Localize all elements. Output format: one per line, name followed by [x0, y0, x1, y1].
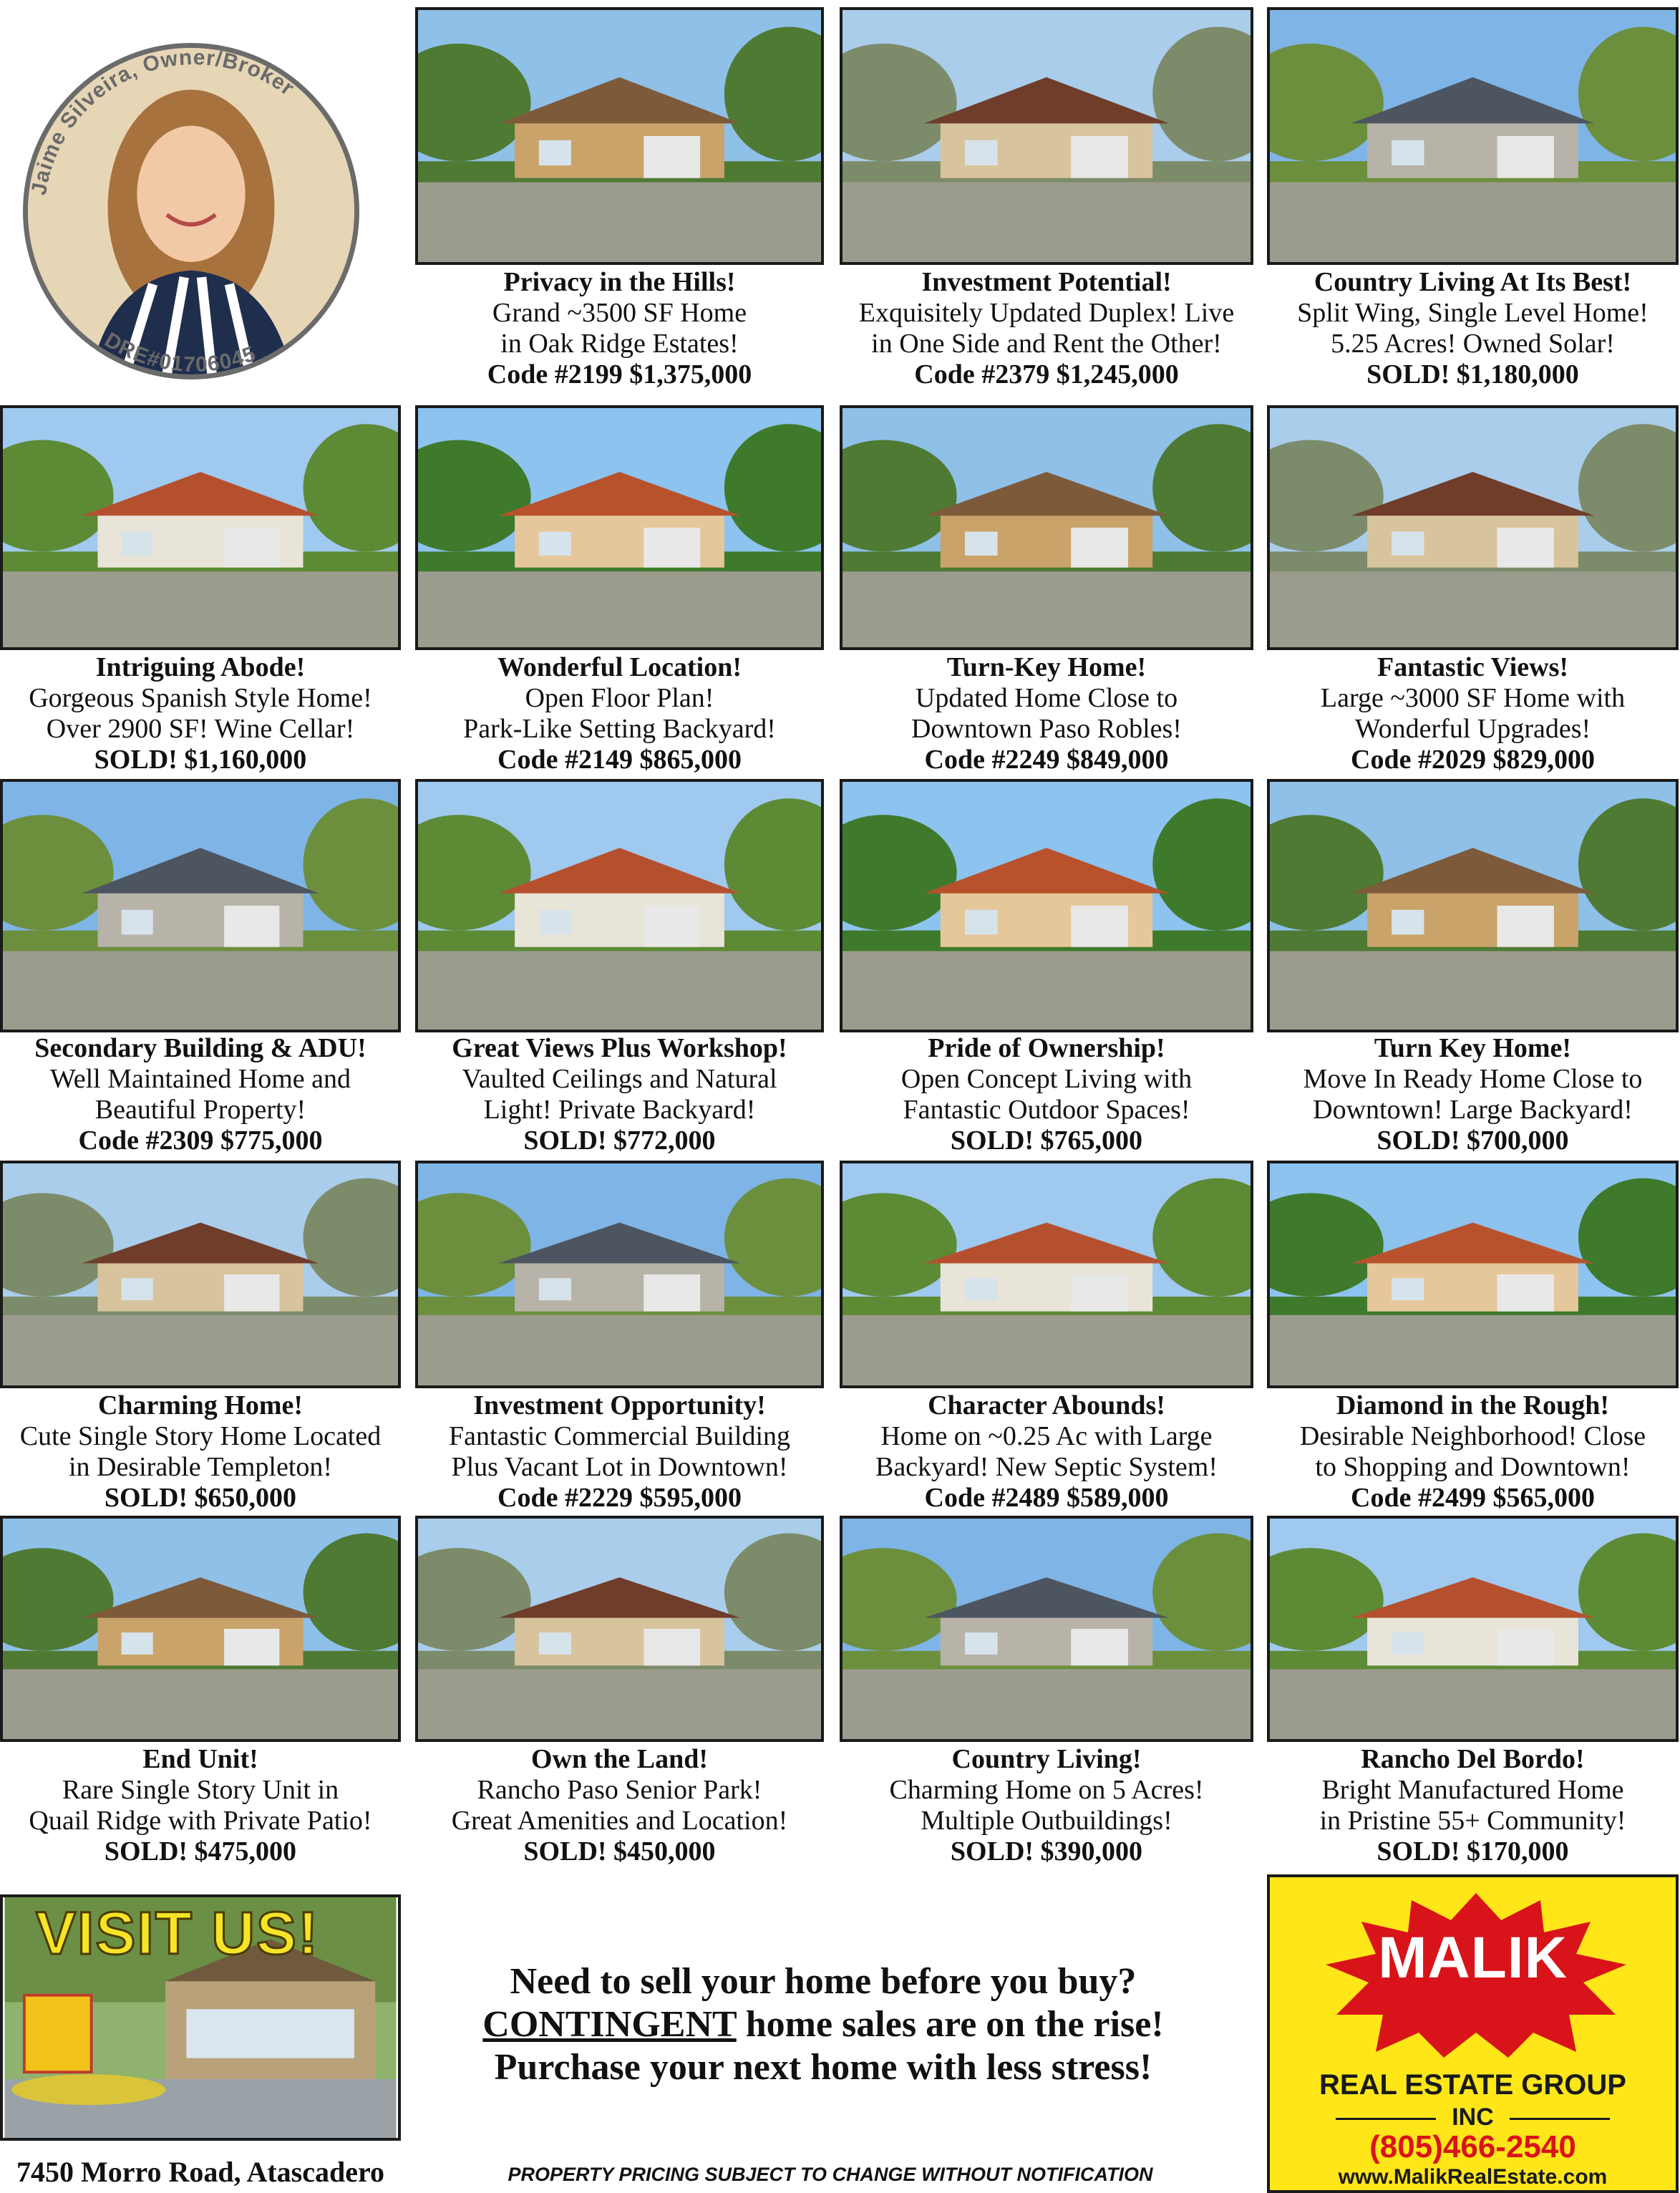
listing-caption [408, 652, 831, 775]
listing-photo[interactable] [0, 779, 401, 1032]
listing-description-line: Well Maintained Home and [49, 1064, 351, 1094]
listing-photo[interactable] [1267, 7, 1679, 265]
listing-description-line: in One Side and Rent the Other! [871, 329, 1222, 359]
listing-photo[interactable] [415, 405, 824, 650]
listing-price: SOLD! $765,000 [950, 1125, 1143, 1156]
listing-description-line: Beautiful Property! [94, 1095, 306, 1125]
listing-description-line: Park-Like Setting Backyard! [463, 714, 776, 744]
listing-caption [832, 652, 1261, 775]
listing-price: SOLD! $170,000 [1376, 1836, 1569, 1867]
listing-photo[interactable] [840, 1516, 1253, 1742]
listing-title: Turn Key Home! [1374, 1033, 1572, 1063]
listing-description-line: Backyard! New Septic System! [875, 1452, 1218, 1482]
listing-description-line: Downtown! Large Backyard! [1313, 1095, 1633, 1125]
listing-description-line: Rare Single Story Unit in [62, 1775, 339, 1805]
listing-price: Code #2199 $1,375,000 [487, 359, 752, 389]
listing-description-line: Open Concept Living with [900, 1064, 1193, 1094]
listing-title: Wonderful Location! [497, 652, 742, 682]
office-address: 7450 Morro Road, Atascadero [16, 2156, 385, 2188]
listing-title: Great Views Plus Workshop! [452, 1033, 787, 1063]
listing-photo[interactable] [840, 7, 1253, 265]
listing-title: Own the Land! [530, 1744, 709, 1774]
listing-description-line: Charming Home on 5 Acres! [889, 1775, 1204, 1805]
listing-photo[interactable] [1267, 1161, 1679, 1388]
promo-message [429, 1960, 1217, 2089]
listing-price: SOLD! $650,000 [104, 1483, 297, 1513]
listing-caption [0, 1744, 408, 1867]
listing-title: Privacy in the Hills! [503, 267, 736, 297]
brand-phone[interactable]: (805)466-2540 [1369, 2129, 1576, 2164]
listing-caption [832, 1744, 1261, 1867]
listing-caption [408, 267, 831, 390]
listing-caption [408, 1033, 831, 1156]
listing-description-line: Updated Home Close to [915, 683, 1178, 713]
listing-caption [832, 1390, 1261, 1514]
listing-price: Code #2489 $589,000 [924, 1483, 1169, 1513]
listing-photo[interactable] [415, 779, 824, 1032]
listing-price: Code #2379 $1,245,000 [914, 359, 1179, 389]
listing-description-line: Downtown Paso Robles! [911, 714, 1182, 744]
listing-photo[interactable] [415, 1161, 824, 1388]
listing-description-line: to Shopping and Downtown! [1315, 1452, 1631, 1482]
listing-description-line: in Pristine 55+ Community! [1319, 1806, 1626, 1836]
listing-description-line: 5.25 Acres! Owned Solar! [1331, 329, 1615, 359]
brand-group: REAL ESTATE GROUP [1319, 2069, 1626, 2101]
listing-description-line: in Oak Ridge Estates! [500, 329, 739, 359]
listing-caption [408, 1744, 831, 1867]
listing-description-line: Home on ~0.25 Ac with Large [880, 1421, 1213, 1451]
listing-price: Code #2309 $775,000 [78, 1125, 323, 1156]
listing-caption [832, 1033, 1261, 1156]
listing-title: Turn-Key Home! [946, 652, 1147, 682]
listing-caption [0, 1390, 408, 1514]
listing-price: SOLD! $475,000 [104, 1836, 297, 1867]
brand-website[interactable]: www.MalikRealEstate.com [1338, 2165, 1608, 2189]
listing-description-line: Gorgeous Spanish Style Home! [29, 683, 372, 713]
listing-photo[interactable] [840, 1161, 1253, 1388]
listing-price: SOLD! $1,180,000 [1366, 359, 1579, 389]
listing-description-line: Fantastic Outdoor Spaces! [903, 1095, 1190, 1125]
listing-description-line: Plus Vacant Lot in Downtown! [451, 1452, 788, 1482]
listing-price: SOLD! $1,160,000 [94, 745, 307, 775]
listing-title: Secondary Building & ADU! [34, 1033, 366, 1063]
listing-description-line: Cute Single Story Home Located [19, 1421, 382, 1451]
listing-description-line: Bright Manufactured Home [1321, 1775, 1624, 1805]
listing-description-line: Rancho Paso Senior Park! [477, 1775, 762, 1805]
listing-title: Investment Potential! [921, 267, 1172, 297]
brand-inc: INC [1452, 2104, 1494, 2131]
listing-description-line: Desirable Neighborhood! Close [1299, 1421, 1646, 1451]
listing-title: Charming Home! [97, 1390, 304, 1420]
listing-description-line: Large ~3000 SF Home with [1320, 683, 1626, 713]
listing-price: Code #2149 $865,000 [497, 745, 742, 775]
promo-line-1: Need to sell your home before you buy? [510, 1961, 1137, 2002]
listing-caption [1260, 1033, 1680, 1156]
listing-price: SOLD! $772,000 [523, 1125, 716, 1156]
listing-description-line: Move In Ready Home Close to [1303, 1064, 1643, 1094]
listing-photo[interactable] [1267, 1516, 1679, 1742]
promo-line-2 [429, 2003, 1217, 2046]
listing-title: Pride of Ownership! [928, 1033, 1165, 1063]
listing-caption [1260, 1744, 1680, 1867]
listing-description-line: Multiple Outbuildings! [921, 1806, 1172, 1836]
malik-logo [1267, 1874, 1679, 2193]
listing-description-line: Over 2900 SF! Wine Cellar! [46, 714, 355, 744]
listing-photo[interactable] [840, 405, 1253, 650]
listing-title: Character Abounds! [928, 1390, 1165, 1420]
listing-price: SOLD! $390,000 [950, 1836, 1143, 1867]
listing-description-line: Vaulted Ceilings and Natural [462, 1064, 777, 1094]
listing-title: Investment Opportunity! [473, 1390, 766, 1420]
listing-photo[interactable] [415, 7, 824, 265]
listing-description-line: Split Wing, Single Level Home! [1297, 298, 1649, 328]
listing-description-line: Fantastic Commercial Building [448, 1421, 791, 1451]
listing-title: Fantastic Views! [1376, 652, 1569, 682]
listing-photo[interactable] [840, 779, 1253, 1032]
listing-title: Country Living At Its Best! [1314, 267, 1632, 297]
listing-price: Code #2229 $595,000 [497, 1483, 742, 1513]
listing-photo[interactable] [415, 1516, 824, 1742]
brand-name: MALIK [1378, 1925, 1568, 1990]
listing-caption [1260, 267, 1680, 390]
listing-caption [0, 652, 408, 775]
promo-contingent: CONTINGENT [482, 2004, 737, 2045]
svg-text:DRE#01706045: DRE#01706045 [100, 328, 260, 377]
listing-description-line: Quail Ridge with Private Patio! [29, 1806, 372, 1836]
listing-photo[interactable] [1267, 405, 1679, 650]
listing-price: Code #2029 $829,000 [1351, 745, 1595, 775]
listing-photo[interactable] [0, 1161, 401, 1388]
listing-price: SOLD! $450,000 [523, 1836, 716, 1867]
visit-us-title: VISIT US! [36, 1899, 320, 1967]
promo-line-3: Purchase your next home with less stress! [494, 2047, 1152, 2088]
listing-photo[interactable] [0, 1516, 401, 1742]
listing-caption [832, 267, 1261, 390]
listing-description-line: Exquisitely Updated Duplex! Live [858, 298, 1235, 328]
listing-price: Code #2499 $565,000 [1351, 1483, 1595, 1513]
listing-title: End Unit! [142, 1744, 258, 1774]
listing-photo[interactable] [1267, 779, 1679, 1032]
listing-description-line: in Desirable Templeton! [68, 1452, 333, 1482]
listing-price: Code #2249 $849,000 [924, 745, 1169, 775]
listing-title: Country Living! [951, 1744, 1142, 1774]
listing-title: Intriguing Abode! [95, 652, 306, 682]
listing-description-line: Open Floor Plan! [525, 683, 714, 713]
listing-description-line: Wonderful Upgrades! [1354, 714, 1591, 744]
listing-photo[interactable] [0, 405, 401, 650]
listing-title: Diamond in the Rough! [1336, 1390, 1610, 1420]
promo-line-2-rest: home sales are on the rise! [736, 2004, 1164, 2045]
listing-caption [408, 1390, 831, 1514]
listing-description-line: Grand ~3500 SF Home [492, 298, 747, 328]
agent-name-arc [0, 0, 415, 415]
listing-caption [1260, 1390, 1680, 1514]
svg-text:Jaime Silveira, Owner/Broker: Jaime Silveira, Owner/Broker [26, 45, 299, 197]
pricing-disclaimer: PROPERTY PRICING SUBJECT TO CHANGE WITHOUT NOTIFICATION [508, 2164, 1153, 2185]
listing-description-line: Light! Private Backyard! [483, 1095, 756, 1125]
listing-price: SOLD! $700,000 [1376, 1125, 1569, 1156]
listing-caption [0, 1033, 408, 1156]
listing-description-line: Great Amenities and Location! [451, 1806, 788, 1836]
listing-title: Rancho Del Bordo! [1361, 1744, 1585, 1774]
listing-caption [1260, 652, 1680, 775]
